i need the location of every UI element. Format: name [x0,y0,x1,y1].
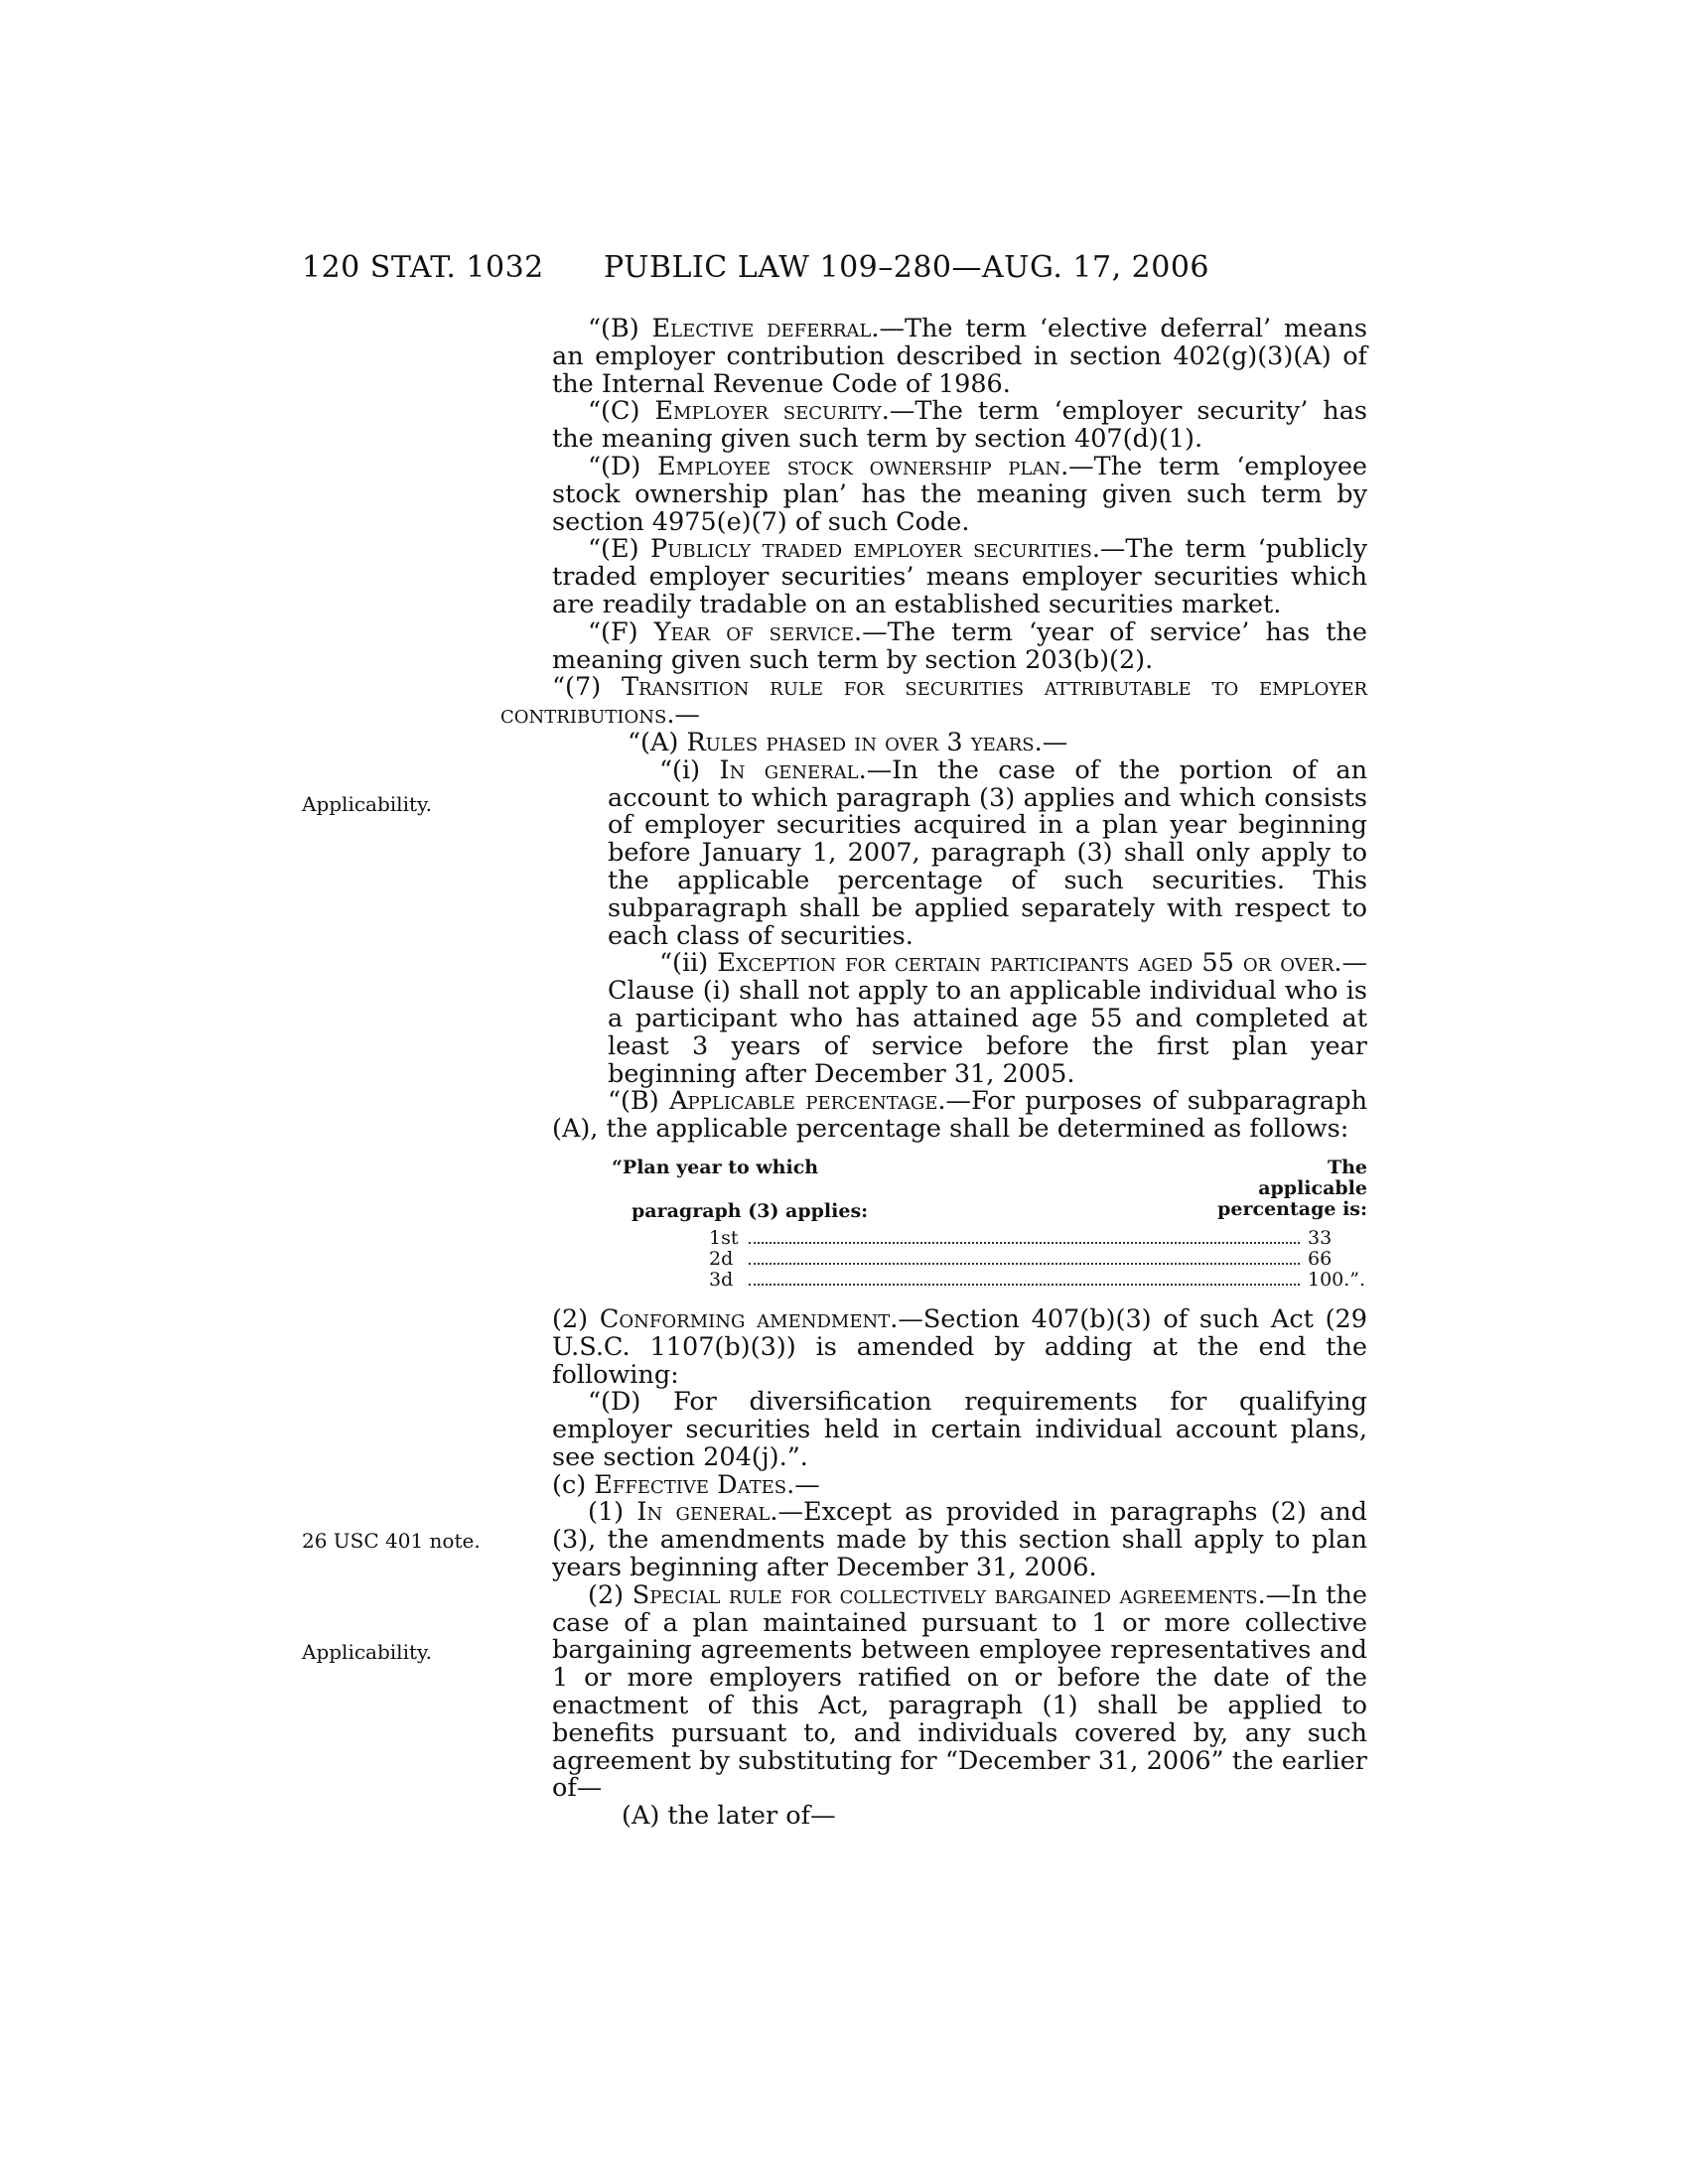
para-2-conforming-amendment: (2) Conforming amendment.—Section 407(b)(3) of such Act (29 U.S.C. 1107(b)(3)) is amended by adding at the end the following: [552,1303,1368,1390]
subsection-c-effective-dates: (c) Effective Dates.— [552,1469,820,1500]
inserted-subpara-d: “(D) For diversification requirements for qualifying employer securities held in certain individual account plans, see section 204(j).”. [552,1387,1367,1472]
subpara-c-employer-security: “(C) Employer security.—The term ‘employer security’ has the meaning given such term by section 407(d)(1). [552,396,1367,455]
subpara-a-rules-phased: “(A) Rules phased in over 3 years.— [628,727,1068,757]
table-header-percentage: The applicable percentage is: [1217,1156,1367,1220]
table-header-plan-year: “Plan year to which paragraph (3) applies: [612,1156,869,1222]
table-row: 2d 66 [709,1247,1333,1270]
table-row: 3d 100.”. [709,1268,1366,1291]
para-7-transition-rule: “(7) Transition rule for securities attributable to employer contributions.— [500,672,1368,731]
subpara-b-applicable-percentage: “(B) Applicable percentage.—For purposes of subparagraph (A), the applicable percentage shall be determined as follows: [552,1086,1367,1145]
table-header [612,1158,1367,1222]
subpara-a-later-of: (A) the later of— [622,1801,836,1832]
stat-page-reference: 120 STAT. 1032 [302,250,544,285]
running-head-title: PUBLIC LAW 109–280—AUG. 17, 2006 [604,250,1210,285]
subpara-f-year-of-service: “(F) Year of service.—The term ‘year of service’ has the meaning given such term by section 203(b)(2). [552,616,1367,675]
margin-note-applicability-1: Applicability. [302,792,432,816]
clause-ii-exception: “(ii) Exception for certain participants aged 55 or over.—Clause (i) shall not apply to an applicable individual who is a participant who has attained age 55 and completed at least 3 years of service before the first plan year beginning after December 31, 2005. [608,948,1367,1089]
applicable-percentage-table [612,1158,1367,1291]
para-2-special-rule: (2) Special rule for collectively bargained agreements.—In the case of a plan maintained pursuant to 1 or more collective bargaining agreements between employee representatives and 1 or more employers ratified on or before the date of the enactment of this Act, paragraph (1) shall be applied to benefits pursuant to, and individuals covered by, any such agreement by substituting for “December 31, 2006” the earlier of— [552,1579,1368,1804]
clause-i-in-general: “(i) In general.—In the case of the portion of an account to which paragraph (3) applies and which consists of employer securities acquired in a plan year beginning before January 1, 2007, paragraph (3) shall only apply to the applicable percentage of such securities. This subparagraph shall be applied separately with respect to each class of securities. [608,754,1367,951]
subpara-d-esop: “(D) Employee stock ownership plan.—The term ‘employee stock ownership plan’ has the meaning given such term by section 4975(e)(7) of such Code. [552,451,1367,537]
para-1-in-general: (1) In general.—Except as provided in paragraphs (2) and (3), the amendments made by this section shall apply to plan years beginning after December 31, 2006. [552,1497,1368,1583]
table-row: 1st 33 [709,1226,1333,1249]
statute-body [500,314,1368,1832]
subpara-e-publicly-traded: “(E) Publicly traded employer securities.—The term ‘publicly traded employer securities’ means employer securities which are readily tradable on an established securities market. [552,534,1367,619]
margin-note-applicability-2: Applicability. [302,1640,432,1664]
margin-note-usc-reference: 26 USC 401 note. [302,1529,481,1553]
subpara-b-elective-deferral: “(B) Elective deferral.—The term ‘elective deferral’ means an employer contribution described in section 402(g)(3)(A) of the Internal Revenue Code of 1986. [552,314,1367,399]
